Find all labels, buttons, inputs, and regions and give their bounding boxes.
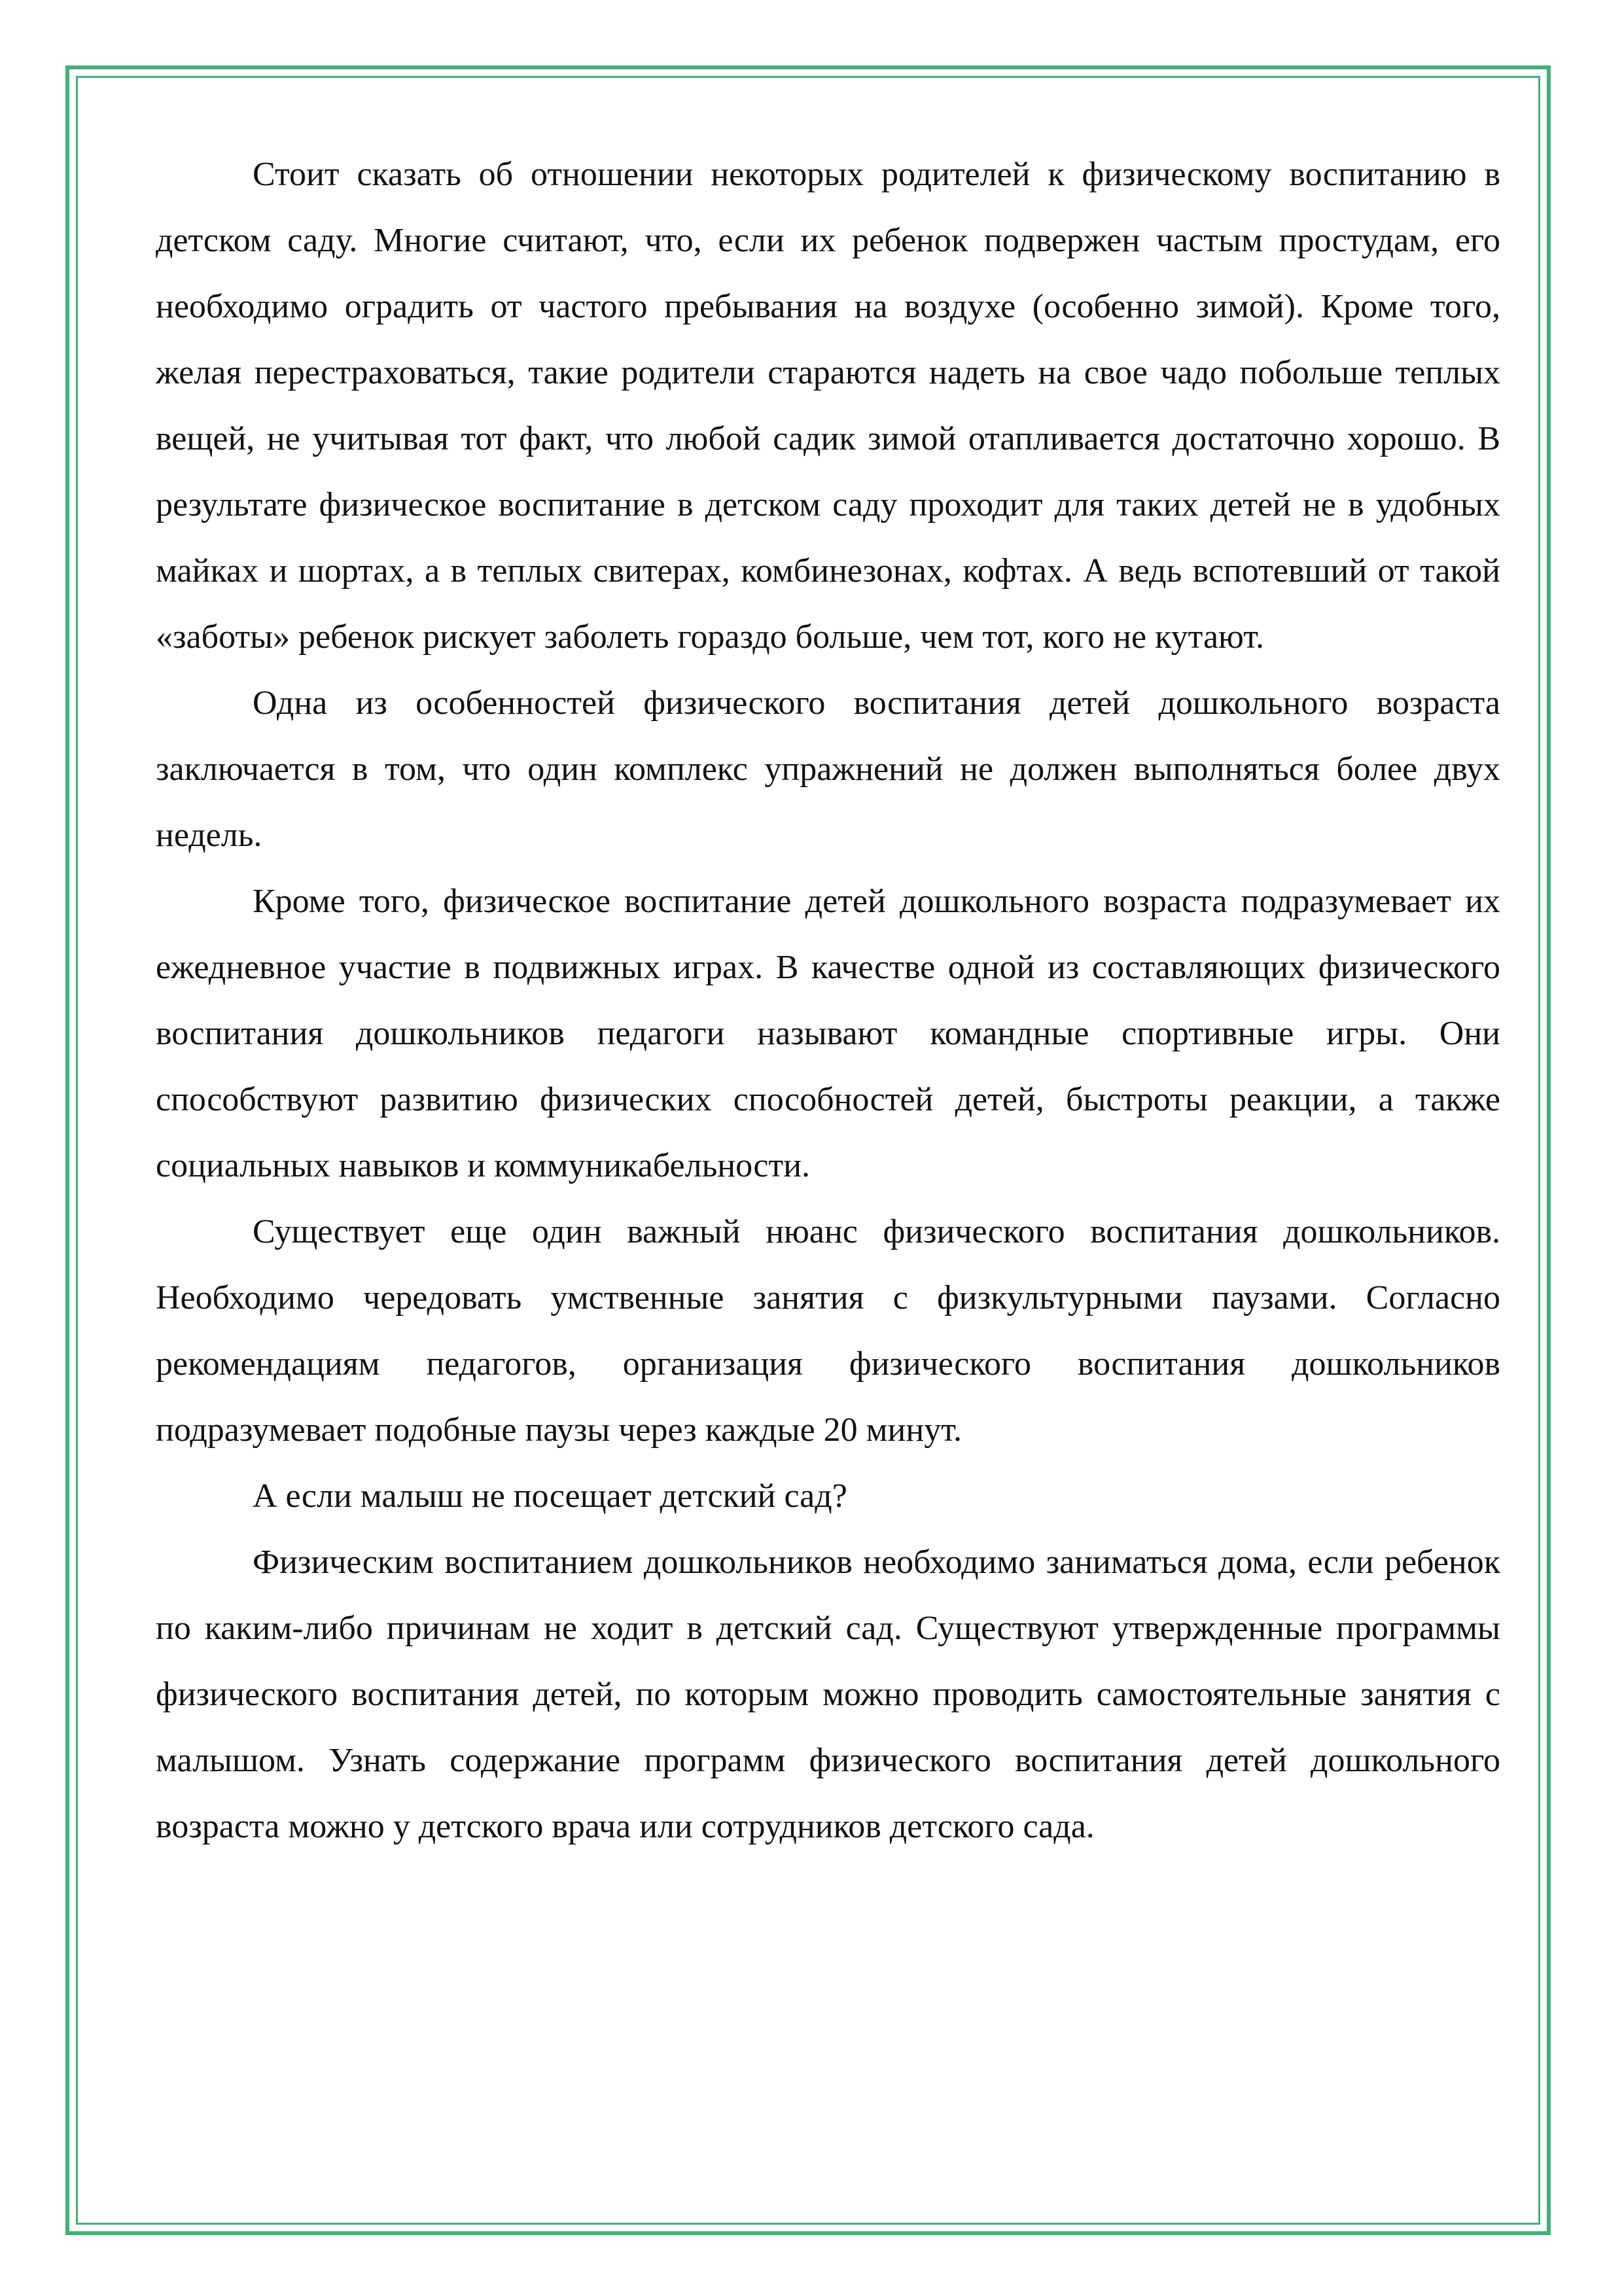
document-body: [156, 141, 1500, 1860]
paragraph-question: А если малыш не посещает детский сад?: [253, 1477, 847, 1515]
paragraph-exercise-complex: Одна из особенностей физического воспитания детей дошкольного возраста заключается в том, что один комплекс упражнений не должен выполняться более двух недель.: [156, 684, 1500, 854]
paragraph-parents-attitude: Стоит сказать об отношении некоторых родителей к физическому воспитанию в детском саду. Многие считают, что, если их ребенок подвержен частым простудам, его необходимо оградить от частого пребывания на воздухе (особенно зимой). Кроме того, желая перестраховаться, такие родители стараются надеть на свое чадо побольше теплых вещей, не учитывая тот факт, что любой садик зимой отапливается достаточно хорошо. В результате физическое воспитание в детском саду проходит для таких детей не в удобных майках и шортах, а в теплых свитерах, комбинезонах, кофтах. А ведь вспотевший от такой «заботы» ребенок рискует заболеть гораздо больше, чем тот, кого не кутают.: [156, 156, 1500, 656]
paragraph-physical-pauses: Существует еще один важный нюанс физического воспитания дошкольников. Необходимо чередовать умственные занятия с физкультурными паузами. Согласно рекомендациям педагогов, организация физического воспитания дошкольников подразумевает подобные паузы через каждые 20 минут.: [156, 1213, 1500, 1449]
paragraph-active-games: Кроме того, физическое воспитание детей дошкольного возраста подразумевает их ежедневное участие в подвижных играх. В качестве одной из составляющих физического воспитания дошкольников педагоги называют командные спортивные игры. Они способствуют развитию физических способностей детей, быстроты реакции, а также социальных навыков и коммуникабельности.: [156, 883, 1500, 1184]
paragraph-home-education: Физическим воспитанием дошкольников необходимо заниматься дома, если ребенок по каким-либо причинам не ходит в детский сад. Существуют утвержденные программы физического воспитания детей, по которым можно проводить самостоятельные занятия с малышом. Узнать содержание программ физического воспитания детей дошкольного возраста можно у детского врача или сотрудников детского сада.: [156, 1544, 1500, 1845]
